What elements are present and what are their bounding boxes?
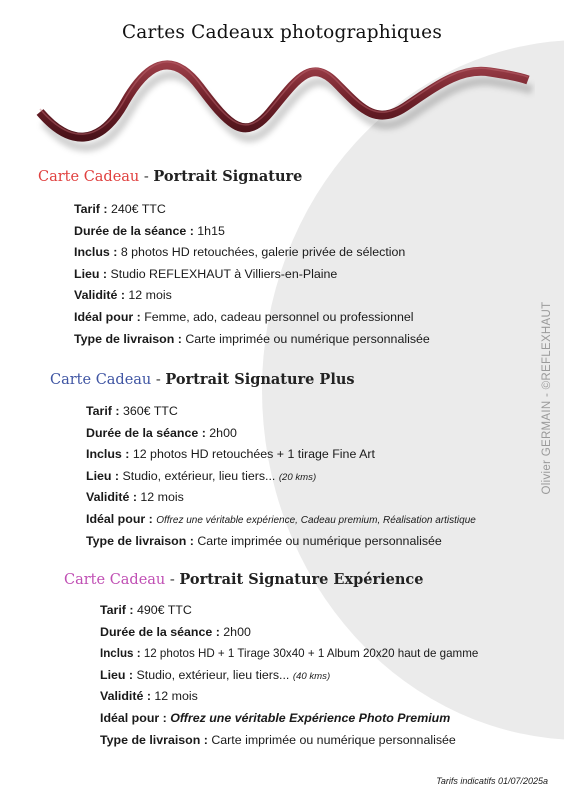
card-1-name: Portrait Signature <box>153 168 303 185</box>
card-1-kicker: Carte Cadeau <box>38 169 140 185</box>
card-1-ideal-row <box>74 307 430 329</box>
card-1-separator: - <box>139 169 154 185</box>
card-2-livraison-row <box>86 531 476 553</box>
lieu-value: Studio, extérieur, lieu tiers... <box>122 468 276 483</box>
ideal-label: Idéal pour : <box>86 511 157 526</box>
pricing-footnote: Tarifs indicatifs 01/07/2025a <box>436 776 548 786</box>
card-2-inclus-row <box>86 444 476 466</box>
card-2-title <box>50 371 355 388</box>
duree-value: 2h00 <box>209 425 237 440</box>
ideal-label: Idéal pour : <box>74 309 145 324</box>
ideal-value: Femme, ado, cadeau personnel ou professionnel <box>144 309 414 324</box>
lieu-distance-note: (20 kms) <box>278 471 317 483</box>
validite-label: Validité : <box>86 490 141 505</box>
ribbon-decoration <box>30 52 535 162</box>
livraison-label: Type de livraison : <box>86 533 198 548</box>
duree-value: 2h00 <box>223 624 251 639</box>
tarif-label: Tarif : <box>74 202 111 216</box>
card-3-inclus-row <box>100 643 478 665</box>
card-2-ideal-row <box>86 509 476 531</box>
watermark-text: Olivier GERMAIN - ©REFLEXHAUT <box>541 301 553 495</box>
card-2-details <box>86 401 476 552</box>
card-1-inclus-row <box>74 242 430 264</box>
card-3-duree-row <box>100 622 478 644</box>
page-title: Cartes Cadeaux photographiques <box>121 22 443 43</box>
ideal-label: Idéal pour : <box>100 710 171 725</box>
card-2-name: Portrait Signature Plus <box>165 371 355 388</box>
duree-label: Durée de la séance : <box>74 223 198 238</box>
card-3-details <box>100 600 478 751</box>
card-1-lieu-row <box>74 264 430 286</box>
validite-value: 12 mois <box>140 490 184 505</box>
validite-value: 12 mois <box>128 288 172 303</box>
duree-value: 1h15 <box>197 223 225 238</box>
livraison-value: Carte imprimée ou numérique personnalisée <box>197 533 442 548</box>
livraison-value: Carte imprimée ou numérique personnalisée <box>185 331 430 346</box>
duree-label: Durée de la séance : <box>100 624 224 639</box>
card-2-tarif-row <box>86 401 476 423</box>
card-3-separator: - <box>165 572 180 588</box>
lieu-label: Lieu : <box>74 266 111 281</box>
card-3-tarif-row <box>100 600 478 622</box>
inclus-label: Inclus : <box>74 245 121 260</box>
card-3-kicker: Carte Cadeau <box>64 572 166 588</box>
lieu-value: Studio, extérieur, lieu tiers... <box>136 667 290 682</box>
inclus-label: Inclus : <box>100 647 144 661</box>
inclus-value: 12 photos HD + 1 Tirage 30x40 + 1 Album 20x20 haut de gamme <box>143 647 479 661</box>
tarif-value: 360€ TTC <box>122 404 178 418</box>
lieu-distance-note: (40 kms) <box>292 670 331 682</box>
card-1-tarif-row <box>74 199 430 221</box>
card-2-duree-row <box>86 423 476 445</box>
card-3-validite-row <box>100 686 478 708</box>
tarif-label: Tarif : <box>86 404 123 418</box>
duree-label: Durée de la séance : <box>86 425 210 440</box>
validite-label: Validité : <box>74 288 129 303</box>
livraison-value: Carte imprimée ou numérique personnalisée <box>211 732 456 747</box>
card-1-livraison-row <box>74 329 430 351</box>
livraison-label: Type de livraison : <box>74 331 186 346</box>
card-2-kicker: Carte Cadeau <box>50 372 152 388</box>
livraison-label: Type de livraison : <box>100 732 212 747</box>
ideal-value: Offrez une véritable Expérience Photo Premium <box>170 710 451 725</box>
card-3-title <box>64 571 423 588</box>
card-1-details <box>74 199 430 350</box>
inclus-value: 8 photos HD retouchées, galerie privée de sélection <box>120 245 406 260</box>
card-3-name: Portrait Signature Expérience <box>179 571 424 588</box>
card-1-validite-row <box>74 285 430 307</box>
tarif-label: Tarif : <box>100 603 137 617</box>
lieu-label: Lieu : <box>100 667 137 682</box>
tarif-value: 490€ TTC <box>136 603 192 617</box>
tarif-value: 240€ TTC <box>110 202 166 216</box>
card-2-validite-row <box>86 487 476 509</box>
card-3-ideal-row <box>100 708 478 730</box>
inclus-value: 12 photos HD retouchées + 1 tirage Fine Art <box>132 447 375 462</box>
photographer-watermark <box>537 298 557 498</box>
inclus-label: Inclus : <box>86 447 133 462</box>
validite-label: Validité : <box>100 689 155 704</box>
card-1-duree-row <box>74 221 430 243</box>
lieu-label: Lieu : <box>86 468 123 483</box>
card-3-lieu-row <box>100 665 478 687</box>
lieu-value: Studio REFLEXHAUT à Villiers-en-Plaine <box>110 266 338 281</box>
card-3-livraison-row <box>100 730 478 752</box>
card-2-separator: - <box>151 372 166 388</box>
card-1-title <box>38 168 302 185</box>
ideal-value: Offrez une véritable expérience, Cadeau premium, Réalisation artistique <box>156 514 476 526</box>
card-2-lieu-row <box>86 466 476 488</box>
validite-value: 12 mois <box>154 689 198 704</box>
